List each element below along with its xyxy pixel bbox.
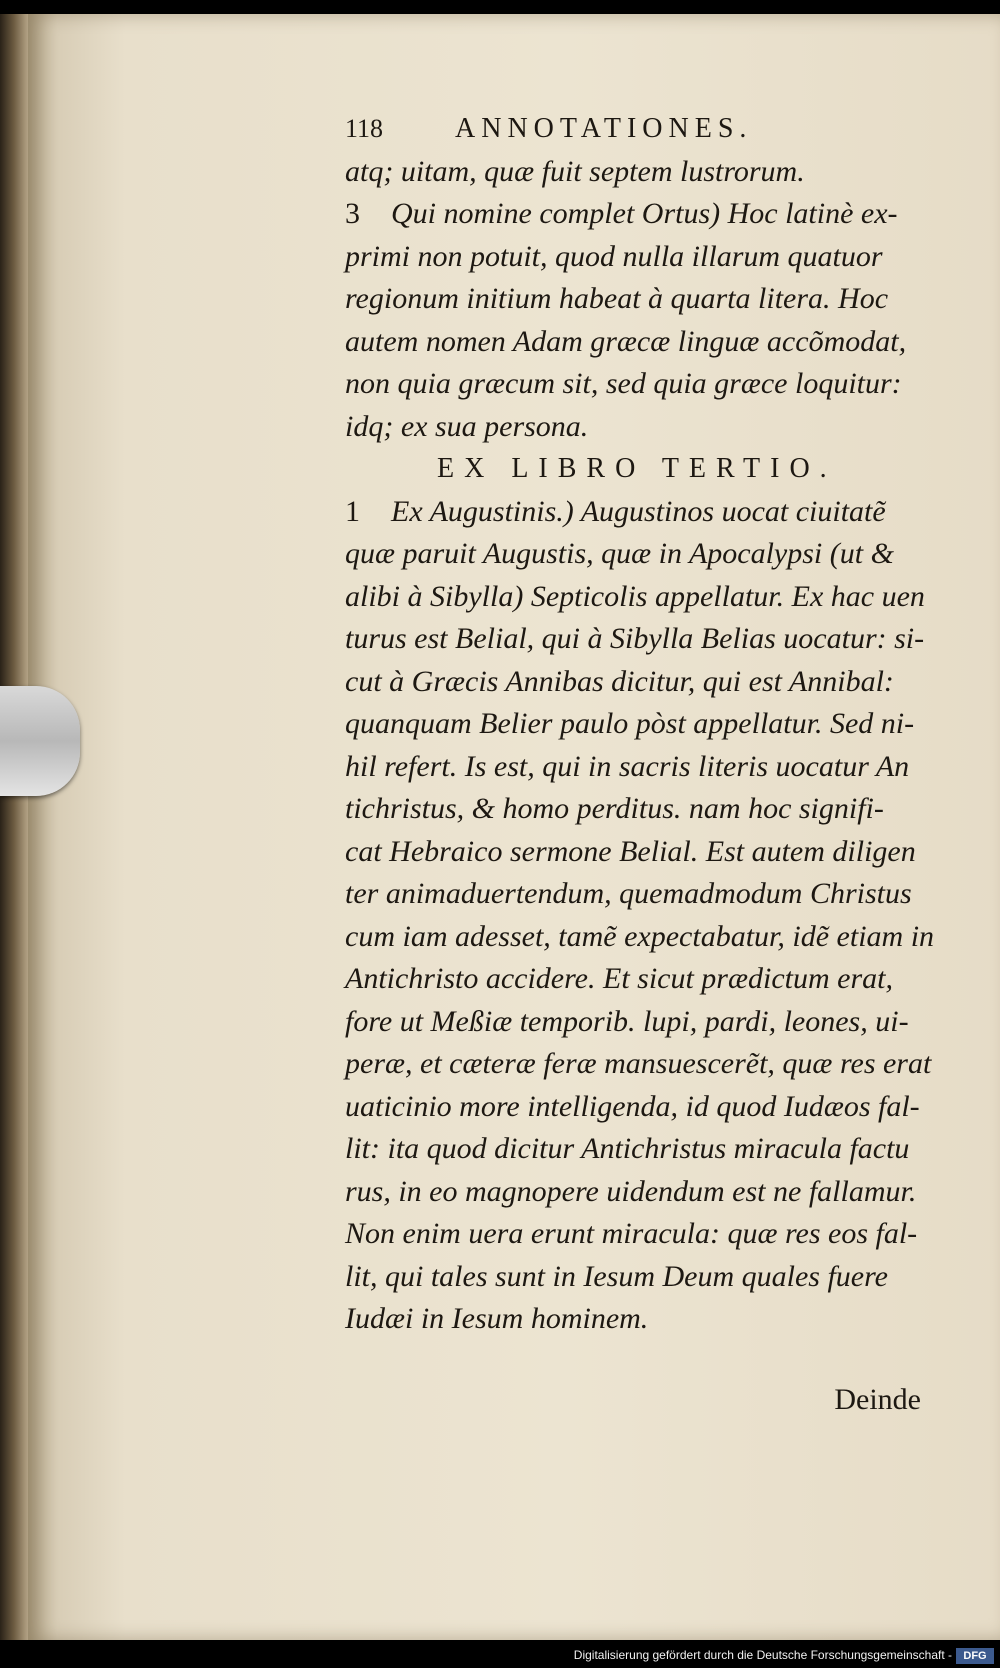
note-3 [345,193,985,236]
digitization-credit: Digitalisierung gefördert durch die Deutsche Forschungsgemeinschaft - [573,1648,952,1662]
text-line: non quia græcum sit, sed quia græce loquitur: [345,367,902,400]
text-line: autem nomen Adam græcæ linguæ accõmodat, [345,324,907,358]
text-line: lit, qui tales sunt in Iesum Deum quales fuere [345,1259,888,1293]
folio-number: 118 [345,114,384,143]
text-line: cut à Græcis Annibas dicitur, qui est Annibal: [345,664,894,698]
section-heading: EX LIBRO TERTIO. [437,453,837,484]
page-text [345,108,985,1421]
page-clip [0,686,80,796]
text-line: peræ, et cæteræ feræ mansuescerẽt, quæ res erat [345,1047,932,1080]
text-line: atq; uitam, quæ fuit septem lustrorum. [345,154,805,188]
text-line: cat Hebraico sermone Belial. Est autem diligen [345,834,916,868]
running-head: ANNOTATIONES. [455,113,753,144]
text-line: Non enim uera erunt miracula: quæ res eos fal- [345,1217,918,1250]
text-line: cum iam adesset, tamẽ expectabatur, idẽ etiam in [345,919,935,953]
text-line: rus, in eo magnopere uidendum est ne fallamur. [345,1174,917,1208]
note-number: 1 [345,494,360,528]
text-line: Iudæi in Iesum hominem. [345,1302,649,1335]
note-1 [345,491,985,534]
text-line: lit: ita quod dicitur Antichristus miracula factu [345,1132,910,1165]
text-line: turus est Belial, qui à Sibylla Belias uocatur: si- [345,622,925,655]
note-lemma: Ex Augustinis.) Augustinos uocat ciuitatẽ [391,494,886,528]
text-line: regionum initium habeat à quarta litera. Hoc [345,282,889,315]
text-line: hil refert. Is est, qui in sacris literis uocatur An [345,749,910,783]
text-line: quanquam Belier paulo pòst appellatur. Sed ni- [345,707,915,740]
dfg-logo: DFG [956,1648,994,1664]
footer-bar [0,1640,1000,1668]
text-line: ter animaduertendum, quemadmodum Christus [345,877,912,910]
text-line: Antichristo accidere. Et sicut prædictum erat, [345,962,893,995]
text-line: quæ paruit Augustis, quæ in Apocalypsi (ut & [345,537,894,570]
text-line: idq; ex sua persona. [345,409,589,443]
note-lemma: Qui nomine complet Ortus) Hoc latinè ex- [391,197,898,230]
text-line: alibi à Sibylla) Septicolis appellatur. Ex hac uen [345,579,925,613]
text-line: primi non potuit, quod nulla illarum quatuor [345,239,883,273]
page-header [345,108,985,151]
text-line: uaticinio more intelligenda, id quod Iudæos fal- [345,1089,920,1123]
catchword: Deinde [834,1382,921,1416]
note-number: 3 [345,197,360,230]
text-line: fore ut Meßiæ temporib. lupi, pardi, leones, ui- [345,1004,909,1038]
text-line: tichristus, & homo perditus. nam hoc signifi- [345,792,884,825]
